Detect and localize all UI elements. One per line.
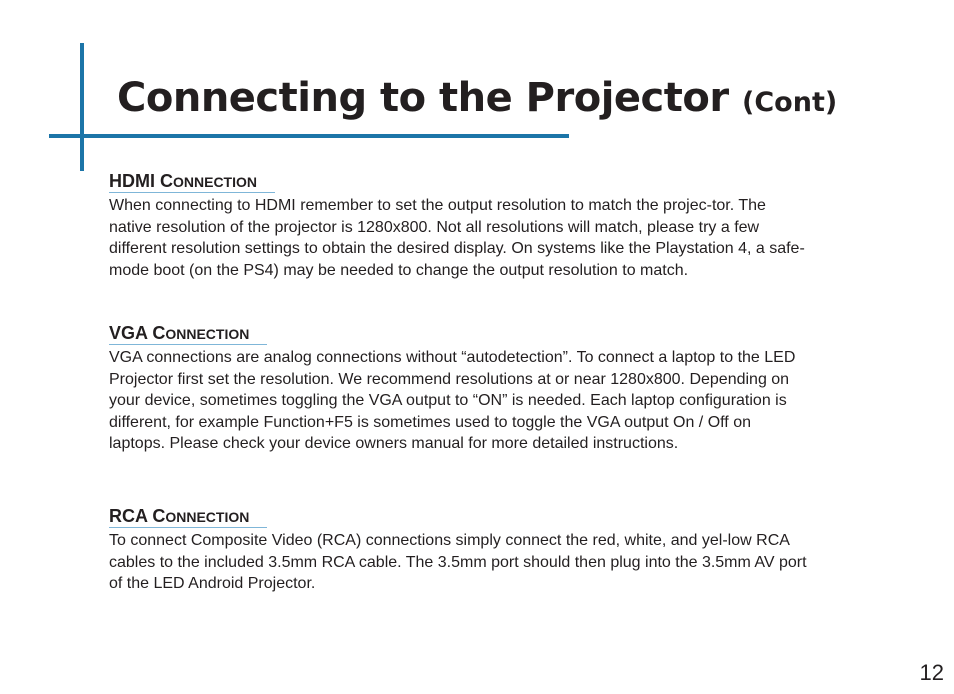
- section-heading-vga-rest: ONNECTION: [165, 326, 250, 342]
- page-title-suffix: (Cont): [742, 87, 838, 118]
- section-hdmi-connection: [109, 171, 819, 281]
- section-heading-vga: [109, 323, 267, 345]
- section-body-hdmi: When connecting to HDMI remember to set the output resolution to match the projec-tor. The native resolution of the projector is 1280x800. Not all resolutions will match, please try a few different resolution settings to obtain the desired display. On systems like the Playstation 4, a safe-mode boot (on the PS4) may be needed to change the output resolution to match.: [109, 197, 805, 279]
- section-heading-vga-initial: VGA C: [109, 323, 166, 343]
- page-number: 12: [919, 660, 944, 685]
- section-heading-rca-initial: RCA C: [109, 506, 166, 526]
- section-heading-hdmi: [109, 171, 275, 193]
- section-heading-rca-rest: ONNECTION: [165, 509, 250, 525]
- horizontal-accent-bar: [49, 134, 569, 138]
- section-heading-rca: [109, 506, 267, 528]
- page-title: [117, 70, 837, 131]
- section-rca-connection: [109, 506, 819, 595]
- page-title-main: Connecting to the Projector: [117, 75, 729, 121]
- section-body-vga: VGA connections are analog connections without “autodetection”. To connect a laptop to the LED Projector first set the resolution. We recommend resolutions at or near 1280x800. Depending on your device, sometimes toggling the VGA output to “ON” is needed. Each laptop configuration is different, for example Function+F5 is sometimes used to toggle the VGA output On / Off on laptops. Please check your device owners manual for more detailed instructions.: [109, 349, 796, 453]
- section-vga-connection: [109, 323, 819, 455]
- section-heading-hdmi-initial: HDMI C: [109, 171, 173, 191]
- vertical-accent-bar: [80, 43, 84, 171]
- section-body-rca: To connect Composite Video (RCA) connections simply connect the red, white, and yel-low RCA cables to the included 3.5mm RCA cable. The 3.5mm port should then plug into the 3.5mm AV port of the LED Android Projector.: [109, 532, 807, 593]
- section-heading-hdmi-rest: ONNECTION: [173, 174, 257, 190]
